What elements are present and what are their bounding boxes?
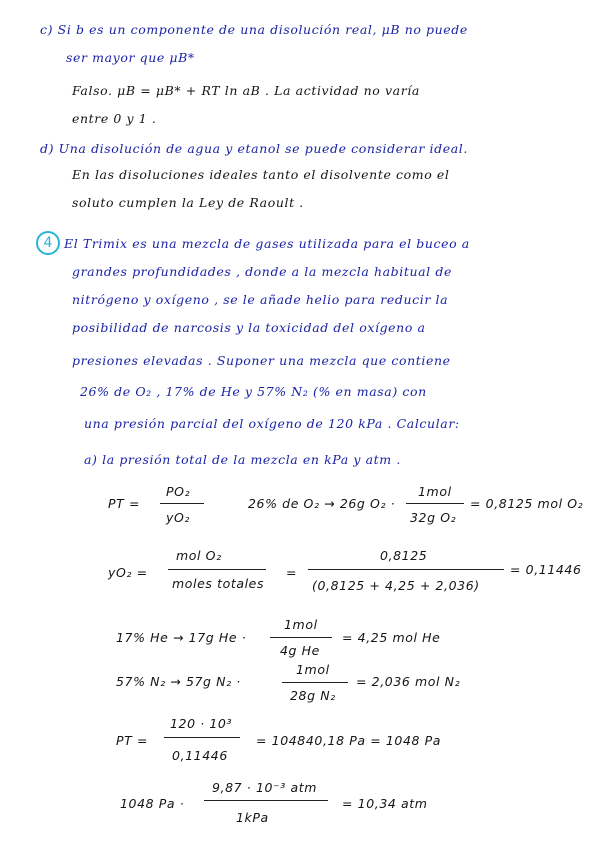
y-o2-numerator: mol O₂	[176, 548, 222, 563]
y-o2-numerator-value: 0,8125	[380, 548, 428, 563]
section-c-line-4: entre 0 y 1 .	[72, 111, 157, 126]
q4-line-5: presiones elevadas . Suponer una mezcla que contiene	[72, 353, 451, 368]
q4-line-7: una presión parcial del oxígeno de 120 kPa . Calcular:	[84, 416, 460, 431]
q4-line-6: 26% de O₂ , 17% de He y 57% N₂ (% en masa) con	[80, 384, 427, 399]
fraction-bar	[282, 682, 348, 683]
fraction-bar	[164, 737, 240, 738]
o2-moles-numerator: 1mol	[418, 484, 452, 499]
q4-line-8: a) la presión total de la mezcla en kPa y atm .	[84, 452, 401, 467]
he-moles-result: = 4,25 mol He	[342, 630, 441, 645]
atm-conversion-lhs: 1048 Pa ·	[120, 796, 185, 811]
section-c-line-3: Falso. μB = μB* + RT ln aB . La actividad no varía	[72, 83, 420, 98]
section-d-line-2: En las disoluciones ideales tanto el disolvente como el	[72, 167, 450, 182]
section-d-line-3: soluto cumplen la Ley de Raoult .	[72, 195, 304, 210]
pt-total-numerator: 120 · 10³	[170, 716, 233, 731]
fraction-bar	[168, 569, 266, 570]
q4-line-4: posibilidad de narcosis y la toxicidad del oxígeno a	[72, 320, 426, 335]
pt-formula-lhs: PT =	[108, 496, 141, 511]
section-d-line-1: d) Una disolución de agua y etanol se puede considerar ideal.	[40, 141, 468, 156]
n2-moles-setup: 57% N₂ → 57g N₂ ·	[116, 674, 241, 689]
he-moles-numerator: 1mol	[284, 617, 318, 632]
y-o2-equals: =	[286, 565, 298, 580]
o2-moles-denominator: 32g O₂	[410, 510, 457, 525]
fraction-bar	[308, 569, 504, 570]
atm-conversion-numerator: 9,87 · 10⁻³ atm	[212, 780, 317, 795]
q4-line-2: grandes profundidades , donde a la mezcla habitual de	[72, 264, 452, 279]
he-moles-setup: 17% He → 17g He ·	[116, 630, 247, 645]
section-c-line-2: ser mayor que μB*	[66, 50, 195, 65]
pt-total-lhs: PT =	[116, 733, 149, 748]
y-o2-denominator-value: (0,8125 + 4,25 + 2,036)	[312, 578, 480, 593]
atm-conversion-denominator: 1kPa	[236, 810, 269, 825]
n2-moles-result: = 2,036 mol N₂	[356, 674, 461, 689]
fraction-bar	[160, 503, 204, 504]
q4-line-1: El Trimix es una mezcla de gases utilizada para el buceo a	[64, 236, 470, 251]
atm-conversion-result: = 10,34 atm	[342, 796, 428, 811]
question-number-badge: 4	[36, 231, 60, 255]
pt-formula-numerator: PO₂	[166, 484, 191, 499]
y-o2-lhs: yO₂ =	[108, 565, 148, 580]
o2-moles-setup: 26% de O₂ → 26g O₂ ·	[248, 496, 396, 511]
pt-formula-denominator: yO₂	[166, 510, 191, 525]
pt-total-result: = 104840,18 Pa = 1048 Pa	[256, 733, 442, 748]
section-c-line-1: c) Si b es un componente de una disolución real, μB no puede	[40, 22, 468, 37]
fraction-bar	[406, 503, 464, 504]
y-o2-result: = 0,11446	[510, 562, 582, 577]
o2-moles-result: = 0,8125 mol O₂	[470, 496, 584, 511]
n2-moles-denominator: 28g N₂	[290, 688, 336, 703]
n2-moles-numerator: 1mol	[296, 662, 330, 677]
fraction-bar	[204, 800, 328, 801]
q4-line-3: nitrógeno y oxígeno , se le añade helio para reducir la	[72, 292, 449, 307]
fraction-bar	[270, 637, 332, 638]
he-moles-denominator: 4g He	[280, 643, 320, 658]
pt-total-denominator: 0,11446	[172, 748, 228, 763]
y-o2-denominator: moles totales	[172, 576, 265, 591]
